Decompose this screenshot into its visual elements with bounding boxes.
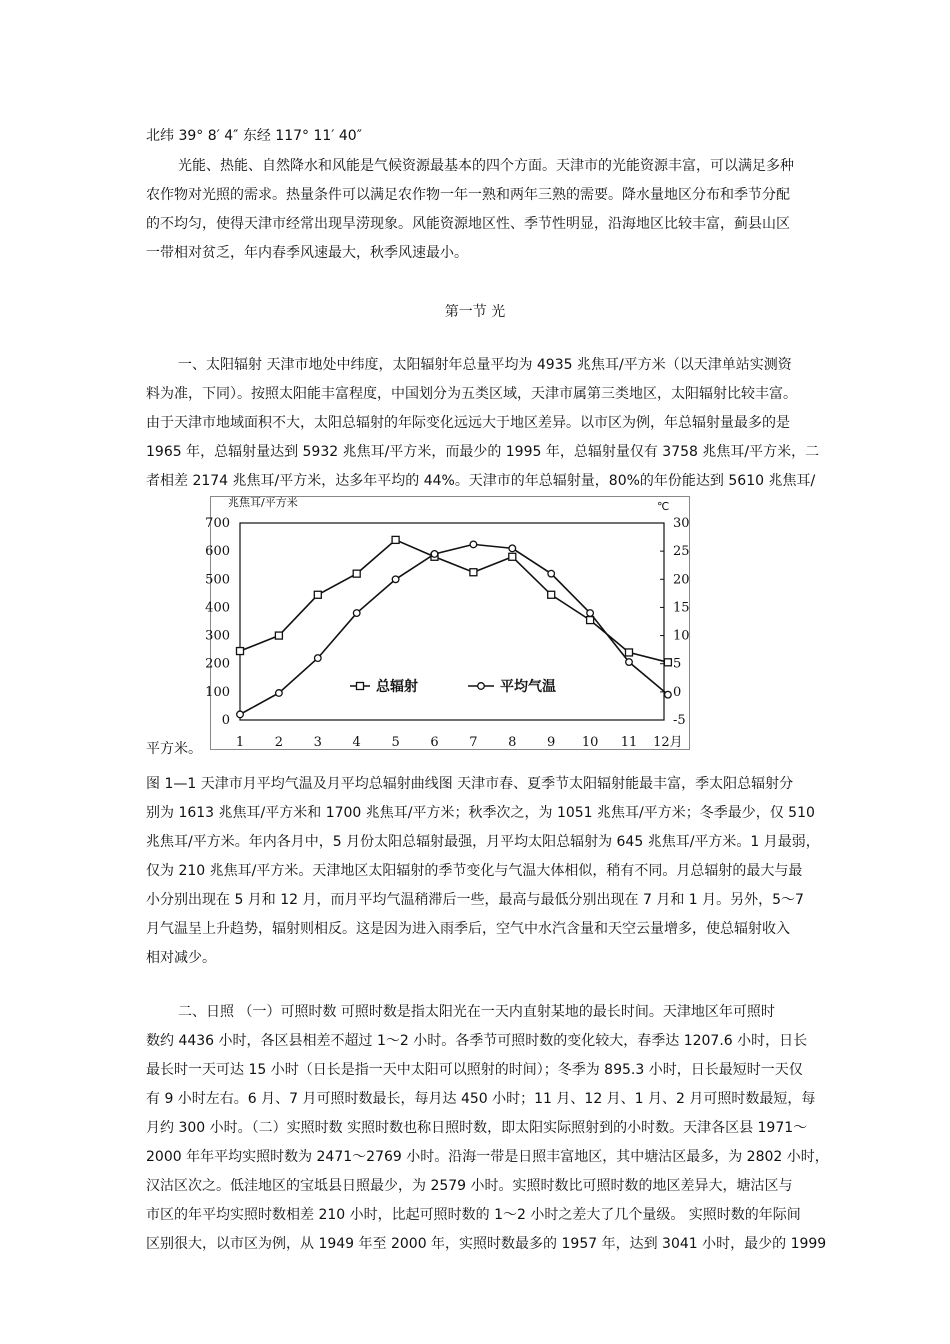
para3-line: 图 1—1 天津市月平均气温及月平均总辐射曲线图 天津市春、夏季节太阳辐射能最丰富，季太阳总辐射分 bbox=[146, 776, 794, 792]
radiation-point bbox=[275, 632, 282, 639]
para4-line: 月约 300 小时。（二）实照时数 实照时数也称日照时数，即太阳实际照射到的小时数。天津各区县 1971～ bbox=[146, 1120, 808, 1136]
radiation-point bbox=[548, 591, 555, 598]
temperature-point bbox=[276, 690, 283, 697]
para1-line: 一带相对贫乏，年内春季风速最大，秋季风速最小。 bbox=[146, 245, 468, 261]
temperature-point bbox=[315, 655, 322, 662]
left-tick-label: 0 bbox=[221, 713, 230, 728]
right-tick-label: 5 bbox=[673, 656, 682, 672]
right-tick-label: 15 bbox=[673, 600, 690, 616]
radiation-point bbox=[626, 649, 633, 656]
x-tick-label: 4 bbox=[352, 735, 361, 750]
right-tick-label: 20 bbox=[673, 572, 690, 588]
x-tick-label: 9 bbox=[547, 735, 556, 750]
x-tick-label: 1 bbox=[235, 735, 245, 750]
para2-line: 1965 年，总辐射量达到 5932 兆焦耳/平方米，而最少的 1995 年，总辐射量仅有 3758 兆焦耳/平方米，二 bbox=[146, 444, 820, 460]
left-tick-label: 400 bbox=[205, 600, 230, 616]
legend-temperature-marker bbox=[478, 683, 485, 690]
x-tick-label: 3 bbox=[313, 735, 322, 750]
temperature-point bbox=[548, 570, 555, 577]
x-tick-label: 11 bbox=[620, 735, 638, 750]
x-tick-label: 12月 bbox=[653, 735, 683, 750]
left-tick-label: 700 bbox=[205, 516, 230, 531]
para1-line: 农作物对光照的需求。热量条件可以满足农作物一年一熟和两年三熟的需要。降水量地区分布和季节分配 bbox=[146, 187, 790, 203]
radiation-point bbox=[470, 569, 477, 576]
legend-radiation-marker bbox=[357, 683, 364, 690]
left-tick-label: 200 bbox=[205, 656, 230, 672]
radiation-point bbox=[237, 648, 244, 655]
series-line-temperature bbox=[240, 544, 668, 714]
right-tick-label: 0 bbox=[673, 684, 682, 700]
radiation-point bbox=[509, 553, 516, 560]
temperature-point bbox=[237, 711, 244, 718]
radiation-point bbox=[587, 617, 594, 624]
temperature-point bbox=[353, 610, 360, 617]
left-tick-label: 500 bbox=[205, 572, 230, 588]
radiation-point bbox=[392, 536, 399, 543]
temperature-point bbox=[431, 551, 438, 558]
x-tick-label: 10 bbox=[581, 735, 599, 750]
para2-line: 一、太阳辐射 天津市地处中纬度，太阳辐射年总量平均为 4935 兆焦耳/平方米（以天津单站实测资 bbox=[178, 357, 792, 373]
para4-line: 区别很大，以市区为例，从 1949 年至 2000 年，实照时数最多的 1957 年，达到 3041 小时，最少的 1999 bbox=[146, 1236, 827, 1252]
temperature-point bbox=[509, 545, 516, 552]
para2-line: 者相差 2174 兆焦耳/平方米，达多年平均的 44%。天津市的年总辐射量，80%的年份能达到 5610 兆焦耳/ bbox=[146, 473, 816, 489]
temperature-point bbox=[626, 659, 633, 666]
chart-figure bbox=[205, 496, 690, 750]
legend-radiation-label: 总辐射 bbox=[376, 679, 418, 695]
chart-svg bbox=[205, 496, 690, 750]
para4-line: 数约 4436 小时，各区县相差不超过 1～2 小时。各季节可照时数的变化较大，春季达 1207.6 小时，日长 bbox=[146, 1033, 808, 1049]
x-tick-label: 6 bbox=[430, 735, 439, 750]
temperature-point bbox=[392, 576, 399, 583]
left-tick-label: 600 bbox=[205, 544, 230, 560]
temperature-point bbox=[665, 691, 672, 698]
para1-line: 光能、热能、自然降水和风能是气候资源最基本的四个方面。天津市的光能资源丰富，可以满足多种 bbox=[178, 158, 794, 174]
coordinates-line: 北纬 39° 8′ 4″ 东经 117° 11′ 40″ bbox=[146, 128, 362, 144]
para3-line: 月气温呈上升趋势，辐射则相反。这是因为进入雨季后，空气中水汽含量和天空云量增多，使总辐射收入 bbox=[146, 921, 790, 937]
temperature-point bbox=[587, 610, 594, 617]
chart-outer-frame bbox=[211, 497, 690, 750]
series-line-radiation bbox=[240, 540, 668, 662]
para3-line: 仅为 210 兆焦耳/平方米。天津地区太阳辐射的季节变化与气温大体相似，稍有不同。月总辐射的最大与最 bbox=[146, 863, 803, 879]
right-tick-label: 25 bbox=[673, 544, 690, 560]
para3-line: 相对减少。 bbox=[146, 950, 216, 966]
left-tick-label: 100 bbox=[205, 684, 230, 700]
right-tick-label: 10 bbox=[673, 628, 690, 644]
x-tick-label: 5 bbox=[391, 735, 400, 750]
section-title: 第一节 光 bbox=[444, 304, 506, 320]
plot-area-frame bbox=[240, 523, 664, 720]
para4-line: 最长时一天可达 15 小时（日长是指一天中太阳可以照射的时间）；冬季为 895.3 小时，日长最短时一天仅 bbox=[146, 1062, 803, 1078]
para4-line: 市区的年平均实照时数相差 210 小时，比起可照时数的 1～2 小时之差大了几个量级。 实照时数的年际间 bbox=[146, 1207, 801, 1223]
legend-temperature-label: 平均气温 bbox=[500, 679, 556, 695]
para4-line: 2000 年年平均实照时数为 2471～2769 小时。沿海一带是日照丰富地区，其中塘沽区最多，为 2802 小时， bbox=[146, 1149, 829, 1165]
radiation-point bbox=[664, 659, 671, 666]
para3-line: 别为 1613 兆焦耳/平方米和 1700 兆焦耳/平方米；秋季次之，为 1051 兆焦耳/平方米；冬季最少，仅 510 bbox=[146, 805, 815, 821]
x-tick-label: 8 bbox=[508, 735, 517, 750]
para3-line: 兆焦耳/平方米。年内各月中，5 月份太阳总辐射最强，月平均太阳总辐射为 645 兆焦耳/平方米。1 月最弱， bbox=[146, 834, 820, 850]
para4-line: 汉沽区次之。低洼地区的宝坻县日照最少，为 2579 小时。实照时数比可照时数的地区差异大，塘沽区与 bbox=[146, 1178, 793, 1194]
right-axis-label: ℃ bbox=[657, 500, 670, 513]
right-tick-label: 30 bbox=[673, 516, 690, 531]
para2-line: 由于天津市地域面积不大，太阳总辐射的年际变化远远大于地区差异。以市区为例，年总辐射量最多的是 bbox=[146, 415, 790, 431]
x-tick-label: 7 bbox=[469, 735, 478, 750]
para2-line: 料为准，下同）。按照太阳能丰富程度，中国划分为五类区域，天津市属第三类地区，太阳辐射比较丰富。 bbox=[146, 386, 797, 402]
temperature-point bbox=[470, 541, 477, 548]
figure-lead-text: 平方米。 bbox=[146, 741, 202, 757]
para1-line: 的不均匀，使得天津市经常出现旱涝现象。风能资源地区性、季节性明显，沿海地区比较丰富，蓟县山区 bbox=[146, 216, 790, 232]
x-tick-label: 2 bbox=[274, 735, 284, 750]
left-tick-label: 300 bbox=[205, 628, 230, 644]
para4-line: 二、日照 （一）可照时数 可照时数是指太阳光在一天内直射某地的最长时间。天津地区年可照时 bbox=[178, 1004, 775, 1020]
radiation-point bbox=[353, 570, 360, 577]
para4-line: 有 9 小时左右。6 月、7 月可照时数最长，每月达 450 小时；11 月、12 月、1 月、2 月可照时数最短，每 bbox=[146, 1091, 816, 1107]
left-axis-label: 兆焦耳/平方米 bbox=[228, 496, 298, 509]
radiation-point bbox=[314, 591, 321, 598]
para3-line: 小分别出现在 5 月和 12 月，而月平均气温稍滞后一些，最高与最低分别出现在 7 月和 1 月。另外，5～7 bbox=[146, 892, 804, 908]
right-tick-label: -5 bbox=[673, 713, 686, 728]
